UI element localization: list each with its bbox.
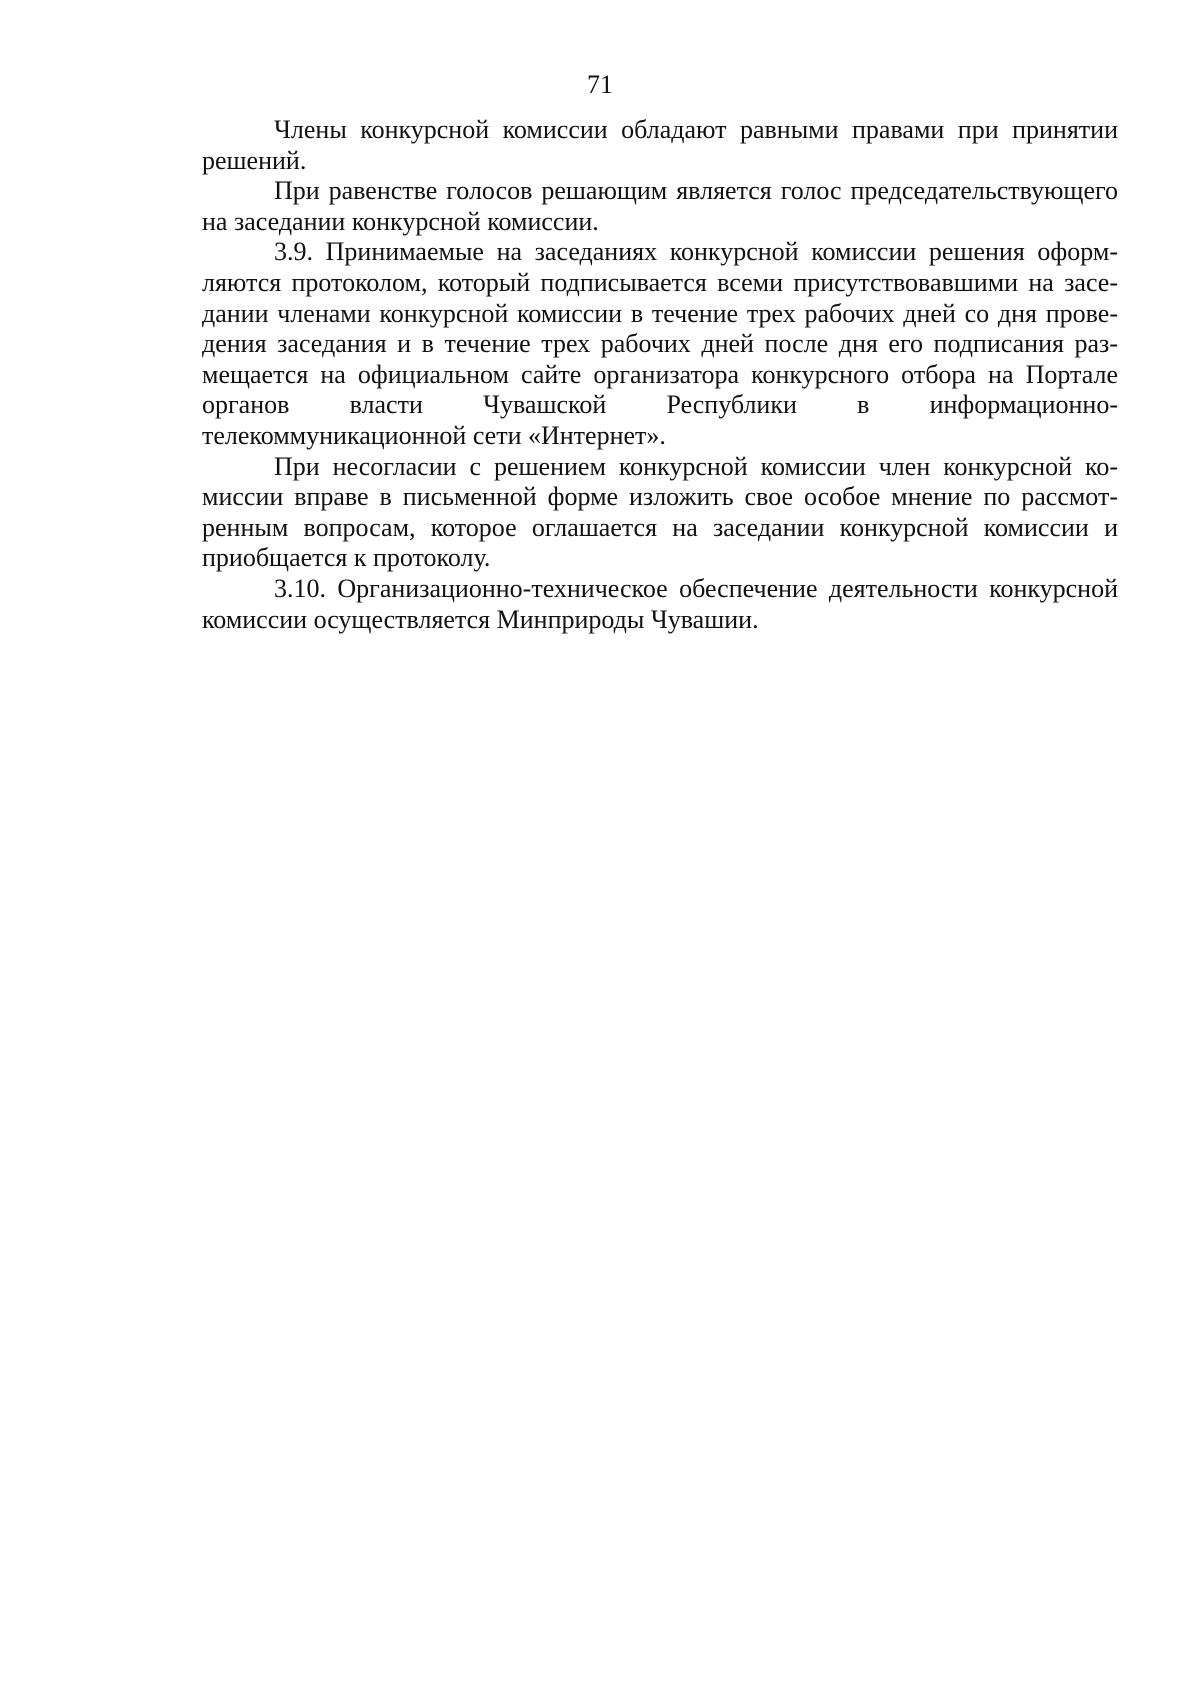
text-line: мещается на официальном сайте организатора конкурсного отбора на Портале: [202, 359, 1118, 389]
text-line: приобщается к протоколу.: [202, 543, 491, 573]
text-line: 3.9. Принимаемые на заседаниях конкурсной комиссии решения оформ-: [274, 237, 1118, 267]
body-text: [202, 115, 1118, 635]
text-line: комиссии осуществляется Минприроды Чувашии.: [202, 604, 759, 634]
page-number: 71: [587, 70, 613, 99]
text-line: органов власти Чувашской Республики в информационно-: [202, 390, 1118, 420]
text-line: телекоммуникационной сети «Интернет».: [202, 420, 666, 450]
text-line: дения заседания и в течение трех рабочих дней после дня его подписания раз-: [202, 329, 1118, 359]
text-line: При равенстве голосов решающим является голос председательствующего: [274, 176, 1118, 206]
text-line: Члены конкурсной комиссии обладают равными правами при принятии: [274, 115, 1118, 144]
text-line: При несогласии с решением конкурсной комиссии член конкурсной ко-: [274, 451, 1118, 481]
text-line: 3.10. Организационно-техническое обеспечение деятельности конкурсной: [274, 573, 1118, 603]
text-line: дании членами конкурсной комиссии в течение трех рабочих дней со дня прове-: [202, 298, 1118, 328]
text-line: ляются протоколом, который подписывается всеми присутствовавшими на засе-: [202, 267, 1118, 297]
text-line: миссии вправе в письменной форме изложить свое особое мнение по рассмот-: [202, 482, 1118, 512]
text-line: на заседании конкурсной комиссии.: [202, 206, 599, 236]
text-line: решений.: [202, 145, 307, 175]
text-line: ренным вопросам, которое оглашается на заседании конкурсной комиссии и: [202, 512, 1118, 542]
